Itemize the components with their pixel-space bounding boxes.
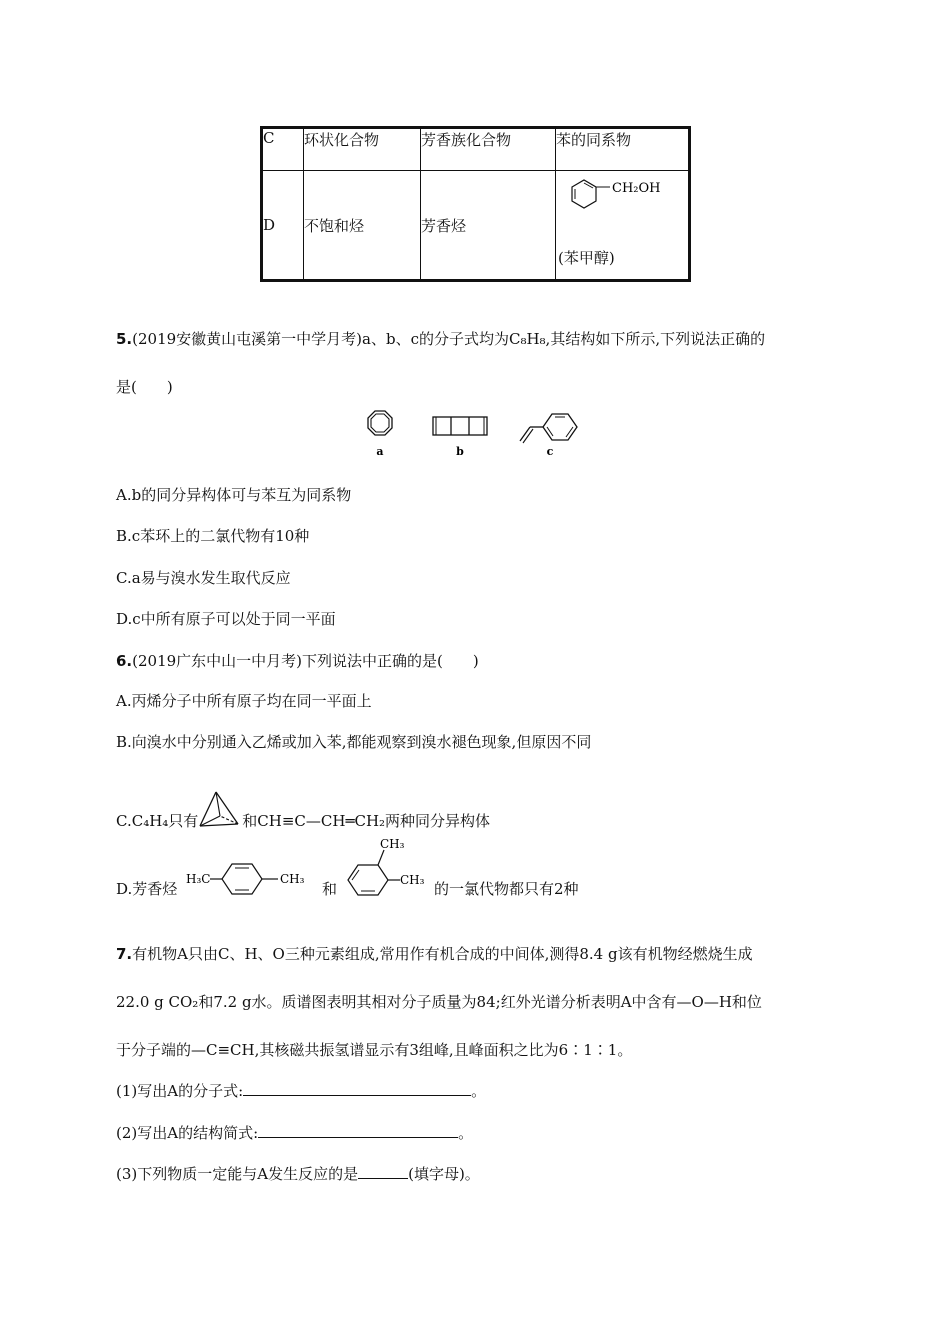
row-label: C <box>262 128 304 171</box>
q7-line2: 22.0 g CO₂和7.2 g水。质谱图表明其相对分子质量为84;红外光谱分析表明A中含有—O—H和位 <box>116 993 762 1011</box>
svg-text:CH₃: CH₃ <box>280 872 305 886</box>
svg-text:a: a <box>376 445 384 458</box>
q5-option-c: C.a易与溴水发生取代反应 <box>116 569 291 587</box>
q5-stem-line2: 是( ) <box>116 378 173 396</box>
q7-sub1: (1)写出A的分子式: 。 <box>116 1082 487 1100</box>
formula-text: CH₂OH <box>612 181 661 196</box>
q7-line1 <box>116 943 753 964</box>
question-number: 6. <box>116 652 133 670</box>
tetrahedrane-structure <box>198 790 242 830</box>
svg-text:CH₃: CH₃ <box>400 873 425 887</box>
c8h8-structures <box>355 405 595 460</box>
q6-option-c: C.C₄H₄只有 和CH≡C—CH═CH₂两种同分异构体 <box>116 790 490 831</box>
q6-option-b: B.向溴水中分别通入乙烯或加入苯,都能观察到溴水褪色现象,但原因不同 <box>116 733 592 751</box>
option-d-tail: 的一氯代物都只有2种 <box>434 880 579 898</box>
svg-text:H₃C: H₃C <box>186 872 211 886</box>
table-cell: 芳香族化合物 <box>421 128 556 171</box>
q5-stem-text: (2019安徽黄山屯溪第一中学月考)a、b、c的分子式均为C₈H₈,其结构如下所示,下列说法正确的 <box>132 330 766 348</box>
q6-stem-text: (2019广东中山一中月考)下列说法中正确的是( ) <box>132 652 479 670</box>
and-text: 和 <box>322 880 338 898</box>
benzyl-alcohol-structure <box>562 173 692 213</box>
structure-b <box>433 417 487 458</box>
answer-blank[interactable] <box>258 1123 458 1138</box>
q5-option-a: A.b的同分异构体可与苯互为同系物 <box>116 486 352 504</box>
svg-text:b: b <box>456 445 464 458</box>
classification-table <box>260 126 691 282</box>
q5-stem-line1 <box>116 328 765 349</box>
q6-option-a: A.丙烯分子中所有原子均在同一平面上 <box>116 692 372 710</box>
table-cell: 苯的同系物 <box>556 128 690 171</box>
q7-sub3: (3)下列物质一定能与A发生反应的是 (填字母)。 <box>116 1165 480 1183</box>
table-cell: 芳香烃 <box>421 171 556 281</box>
table-cell: 环状化合物 <box>304 128 421 171</box>
benzyl-alcohol-cell <box>556 171 690 281</box>
table-row <box>262 128 690 171</box>
question-number: 7. <box>116 945 133 963</box>
q6-option-d: D.芳香烃 <box>116 880 178 898</box>
table-row <box>262 171 690 281</box>
table-cell: 不饱和烃 <box>304 171 421 281</box>
question-number: 5. <box>116 330 133 348</box>
o-xylene-structure <box>340 830 435 900</box>
q7-line3: 于分子端的—C≡CH,其核磁共振氢谱显示有3组峰,且峰面积之比为6∶1∶1。 <box>116 1041 633 1059</box>
name-note: (苯甲醇) <box>558 249 615 267</box>
q7-sub2: (2)写出A的结构简式: 。 <box>116 1124 474 1142</box>
answer-blank[interactable] <box>358 1164 408 1179</box>
q5-option-d: D.c中所有原子可以处于同一平面 <box>116 610 336 628</box>
p-xylene-structure <box>186 838 316 898</box>
row-label: D <box>262 171 304 281</box>
answer-blank[interactable] <box>243 1081 471 1096</box>
svg-text:CH₃: CH₃ <box>380 837 405 851</box>
q7-text: 有机物A只由C、H、O三种元素组成,常用作有机合成的中间体,测得8.4 g该有机物经燃烧生成 <box>132 945 753 963</box>
svg-text:c: c <box>546 445 554 458</box>
q5-option-b: B.c苯环上的二氯代物有10种 <box>116 527 310 545</box>
structure-a <box>368 411 392 458</box>
q6-stem <box>116 650 479 671</box>
structure-c <box>520 414 577 458</box>
